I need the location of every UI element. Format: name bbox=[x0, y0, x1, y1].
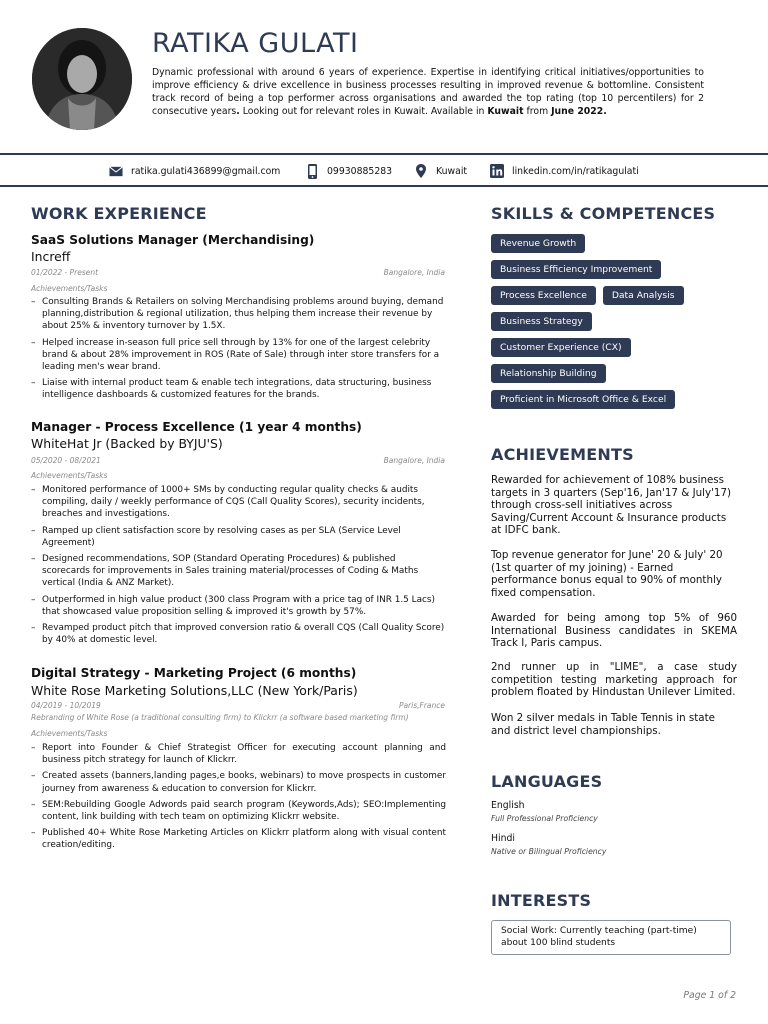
achievement-item: Top revenue generator for June' 20 & July' 20 (1st quarter of my joining) - Earned performance bonus equal to 90% of monthly fixed compensation. bbox=[491, 549, 723, 599]
contact-bar bbox=[0, 153, 768, 187]
language-level: Full Professional Proficiency bbox=[491, 814, 598, 823]
page-number: Page 1 of 2 bbox=[683, 990, 736, 1001]
skill-tag: Relationship Building bbox=[491, 364, 606, 383]
linkedin-text[interactable]: linkedin.com/in/ratikagulati bbox=[512, 165, 639, 177]
tasks-label: Achievements/Tasks bbox=[31, 284, 108, 293]
project-note: Rebranding of White Rose (a traditional consulting firm) to Klickrr (a software based marketing firm) bbox=[31, 713, 409, 722]
achievement-item: Rewarded for achievement of 108% business targets in 3 quarters (Sep'16, Jan'17 & July'17) through cross-sell initiatives across Saving/Current Account & Insurance products at IDFC bank. bbox=[491, 474, 732, 537]
job-bullets bbox=[31, 742, 446, 856]
skill-tag: Customer Experience (CX) bbox=[491, 338, 631, 357]
list-item: – Liaise with internal product team & enable tech integrations, data structuring, business intelligence dashboards & customized features for the brands. bbox=[31, 377, 446, 401]
language-name: English bbox=[491, 800, 525, 811]
linkedin-icon bbox=[490, 164, 504, 178]
company-name: WhiteHat Jr (Backed by BYJU'S) bbox=[31, 436, 223, 451]
job-title: SaaS Solutions Manager (Merchandising) bbox=[31, 233, 315, 247]
skill-tag: Data Analysis bbox=[603, 286, 684, 305]
list-item: – Report into Founder & Chief Strategist Officer for executing account planning and business pitch strategy for launch of Klickrr. bbox=[31, 742, 446, 766]
list-item: – Outperformed in high value product (300 class Program with a price tag of INR 1.5 Lacs) that showcased value proposition selling & improved it's growth by 57%. bbox=[31, 594, 446, 618]
location-pin-icon bbox=[414, 164, 428, 178]
work-experience-heading: WORK EXPERIENCE bbox=[31, 204, 207, 223]
interests-heading: INTERESTS bbox=[491, 891, 592, 910]
profile-photo bbox=[32, 28, 132, 130]
language-name: Hindi bbox=[491, 833, 515, 844]
job-dates: 01/2022 - Present bbox=[31, 268, 99, 277]
skills-list bbox=[491, 234, 741, 416]
job-title: Digital Strategy - Marketing Project (6 months) bbox=[31, 666, 357, 680]
list-item: – Ramped up client satisfaction score by resolving cases as per SLA (Service Level Agreement) bbox=[31, 525, 446, 549]
job-bullets bbox=[31, 296, 446, 406]
list-item: – Monitored performance of 1000+ SMs by conducting regular quality checks & audits compiling, daily / weekly performance of CQS (Call Quality Scores), security incidents, breaches and investigations. bbox=[31, 484, 446, 521]
location-text: Kuwait bbox=[436, 165, 468, 177]
job-location: Bangalore, India bbox=[383, 268, 445, 277]
envelope-icon bbox=[109, 164, 123, 178]
achievement-item: 2nd runner up in "LIME", a case study competition testing marketing approach for problem floated by Hindustan Unilever Limited. bbox=[491, 661, 737, 699]
job-dates: 04/2019 - 10/2019 bbox=[31, 701, 101, 710]
email-text[interactable]: ratika.gulati436899@gmail.com bbox=[131, 165, 281, 177]
languages-heading: LANGUAGES bbox=[491, 772, 603, 791]
company-name: Increff bbox=[31, 249, 71, 264]
contact-linkedin[interactable] bbox=[490, 164, 639, 178]
list-item: – Consulting Brands & Retailers on solving Merchandising problems around buying, demand planning,distribution & regional utilization, thus helping them increase their revenue by about 25% & inventory turnover by 1.5X. bbox=[31, 296, 446, 333]
job-dates: 05/2020 - 08/2021 bbox=[31, 456, 101, 465]
contact-location bbox=[414, 164, 467, 178]
language-level: Native or Bilingual Proficiency bbox=[491, 847, 607, 856]
skill-tag: Process Excellence bbox=[491, 286, 596, 305]
job-meta bbox=[31, 268, 445, 277]
job-bullets bbox=[31, 484, 446, 650]
summary-availability-date: June 2022. bbox=[551, 106, 607, 117]
skills-heading: SKILLS & COMPETENCES bbox=[491, 204, 716, 223]
skill-tag: Revenue Growth bbox=[491, 234, 585, 253]
list-item: – Published 40+ White Rose Marketing Articles on Klickrr platform along with visual content creation/editing. bbox=[31, 827, 446, 851]
job-meta bbox=[31, 456, 445, 465]
list-item: – SEM:Rebuilding Google Adwords paid search program (Keywords,Ads); SEO:Implementing content, link building with tech team on optimizing Klickrr website. bbox=[31, 799, 446, 823]
skill-tag: Business Efficiency Improvement bbox=[491, 260, 661, 279]
contact-phone[interactable] bbox=[305, 164, 392, 178]
achievement-item: Won 2 silver medals in Table Tennis in state and district level championships. bbox=[491, 712, 715, 737]
interest-item: Social Work: Currently teaching (part-time) about 100 blind students bbox=[491, 920, 731, 955]
company-name: White Rose Marketing Solutions,LLC (New York/Paris) bbox=[31, 683, 358, 698]
job-meta bbox=[31, 701, 445, 710]
skill-tag: Business Strategy bbox=[491, 312, 592, 331]
tasks-label: Achievements/Tasks bbox=[31, 729, 108, 738]
list-item: – Created assets (banners,landing pages,e books, webinars) to move prospects in customer journey from awareness & education to conversion for Klickrr. bbox=[31, 770, 446, 794]
list-item: – Designed recommendations, SOP (Standard Operating Procedures) & published scorecards for improvements in Sales training material/processes of Coding & Maths vertical (India & ANZ Market). bbox=[31, 553, 446, 590]
candidate-name: RATIKA GULATI bbox=[152, 28, 359, 59]
tasks-label: Achievements/Tasks bbox=[31, 471, 108, 480]
phone-icon bbox=[305, 164, 319, 178]
achievement-item: Awarded for being among top 5% of 960 International Business candidates in SKEMA Track I, Paris campus. bbox=[491, 612, 737, 650]
achievements-heading: ACHIEVEMENTS bbox=[491, 445, 634, 464]
list-item: – Helped increase in-season full price sell through by 13% for one of the largest celebrity brand & about 28% improvement in ROS (Rate of Sale) through inter store transfers for a leading men's wear brand. bbox=[31, 337, 446, 374]
profile-summary: Dynamic professional with around 6 years of experience. Expertise in identifying critical initiatives/opportunities to improve efficiency & drive excellence in business processes resulting in improved revenue & bottomline. Consistent track record of being a top performer across organisations and awarded the top rating (top 10 percentilers) for 2 consecutive years. Looking out for relevant roles in Kuwait. Available in Kuwait from June 2022. bbox=[152, 67, 704, 117]
contact-email[interactable] bbox=[109, 164, 280, 178]
job-location: Bangalore, India bbox=[383, 456, 445, 465]
skill-tag: Proficient in Microsoft Office & Excel bbox=[491, 390, 675, 409]
phone-text[interactable]: 09930885283 bbox=[327, 165, 393, 177]
list-item: – Revamped product pitch that improved conversion ratio & overall CQS (Call Quality Score) by 40% at domestic level. bbox=[31, 622, 446, 646]
job-title: Manager - Process Excellence (1 year 4 months) bbox=[31, 420, 362, 434]
summary-location: Kuwait bbox=[487, 106, 524, 117]
job-location: Paris,France bbox=[398, 701, 445, 710]
